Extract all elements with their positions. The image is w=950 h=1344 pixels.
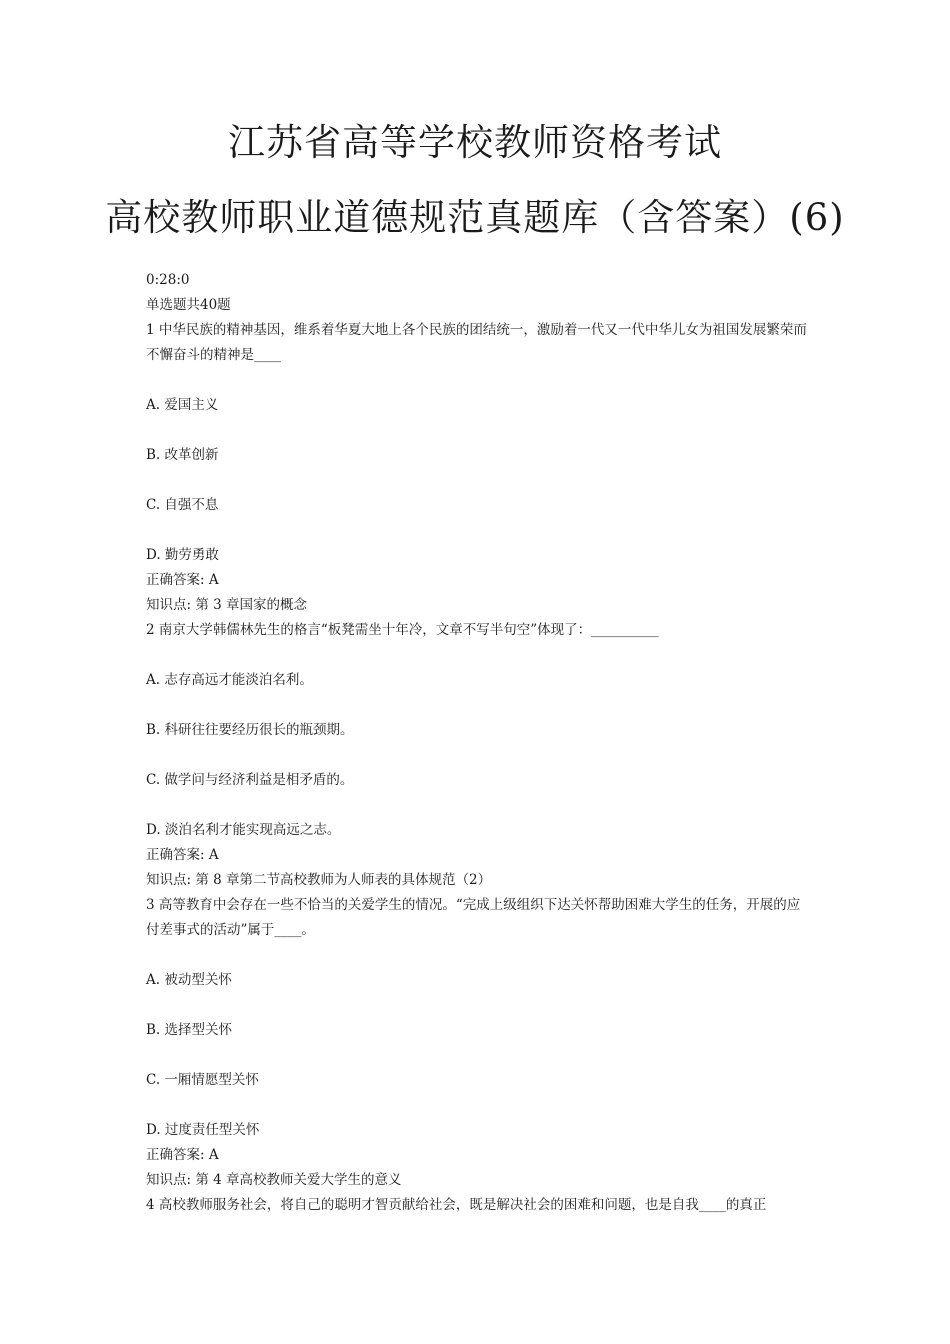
question-3 (146, 893, 810, 1193)
option-a: A. 志存高远才能淡泊名利。 (146, 672, 313, 688)
exam-content (146, 268, 810, 1218)
option-d: D. 过度责任型关怀 (146, 1122, 260, 1138)
page-title: 江苏省高等学校教师资格考试 (228, 121, 722, 164)
correct-answer: 正确答案: A (146, 847, 219, 863)
option-a: A. 被动型关怀 (146, 972, 232, 988)
option-b: B. 科研往往要经历很长的瓶颈期。 (146, 722, 354, 738)
option-b: B. 改革创新 (146, 447, 219, 463)
question-text: 2 南京大学韩儒林先生的格言“板凳需坐十年冷，文章不写半句空”体现了：__________ (146, 622, 659, 638)
question-text: 3 高等教育中会存在一些不恰当的关爱学生的情况。“完成上级组织下达关怀帮助困难大学生的任务，开展的应付差事式的活动”属于____。 (146, 897, 801, 938)
question-1 (146, 318, 810, 618)
option-a: A. 爱国主义 (146, 397, 219, 413)
option-c: C. 一厢情愿型关怀 (146, 1072, 259, 1088)
timer: 0:28:0 (146, 272, 190, 288)
correct-answer: 正确答案: A (146, 572, 219, 588)
question-4 (146, 1193, 810, 1218)
option-b: B. 选择型关怀 (146, 1022, 233, 1038)
knowledge-point: 知识点: 第 4 章高校教师关爱大学生的意义 (146, 1172, 402, 1188)
knowledge-point: 知识点: 第 8 章第二节高校教师为人师表的具体规范（2） (146, 872, 492, 888)
option-c: C. 做学问与经济利益是相矛盾的。 (146, 772, 354, 788)
question-text: 1 中华民族的精神基因，维系着华夏大地上各个民族的团结统一，激励着一代又一代中华儿女为祖国发展繁荣而不懈奋斗的精神是____ (146, 322, 807, 363)
page-subtitle: 高校教师职业道德规范真题库（含答案）(6) (105, 196, 845, 239)
knowledge-point: 知识点: 第 3 章国家的概念 (146, 597, 308, 613)
section-label: 单选题共40题 (146, 297, 231, 313)
question-2 (146, 618, 810, 893)
correct-answer: 正确答案: A (146, 1147, 219, 1163)
option-c: C. 自强不息 (146, 497, 219, 513)
option-d: D. 淡泊名利才能实现高远之志。 (146, 822, 341, 838)
option-d: D. 勤劳勇敢 (146, 547, 219, 563)
question-text: 4 高校教师服务社会，将自己的聪明才智贡献给社会，既是解决社会的困难和问题，也是自我____的真正 (146, 1197, 767, 1213)
